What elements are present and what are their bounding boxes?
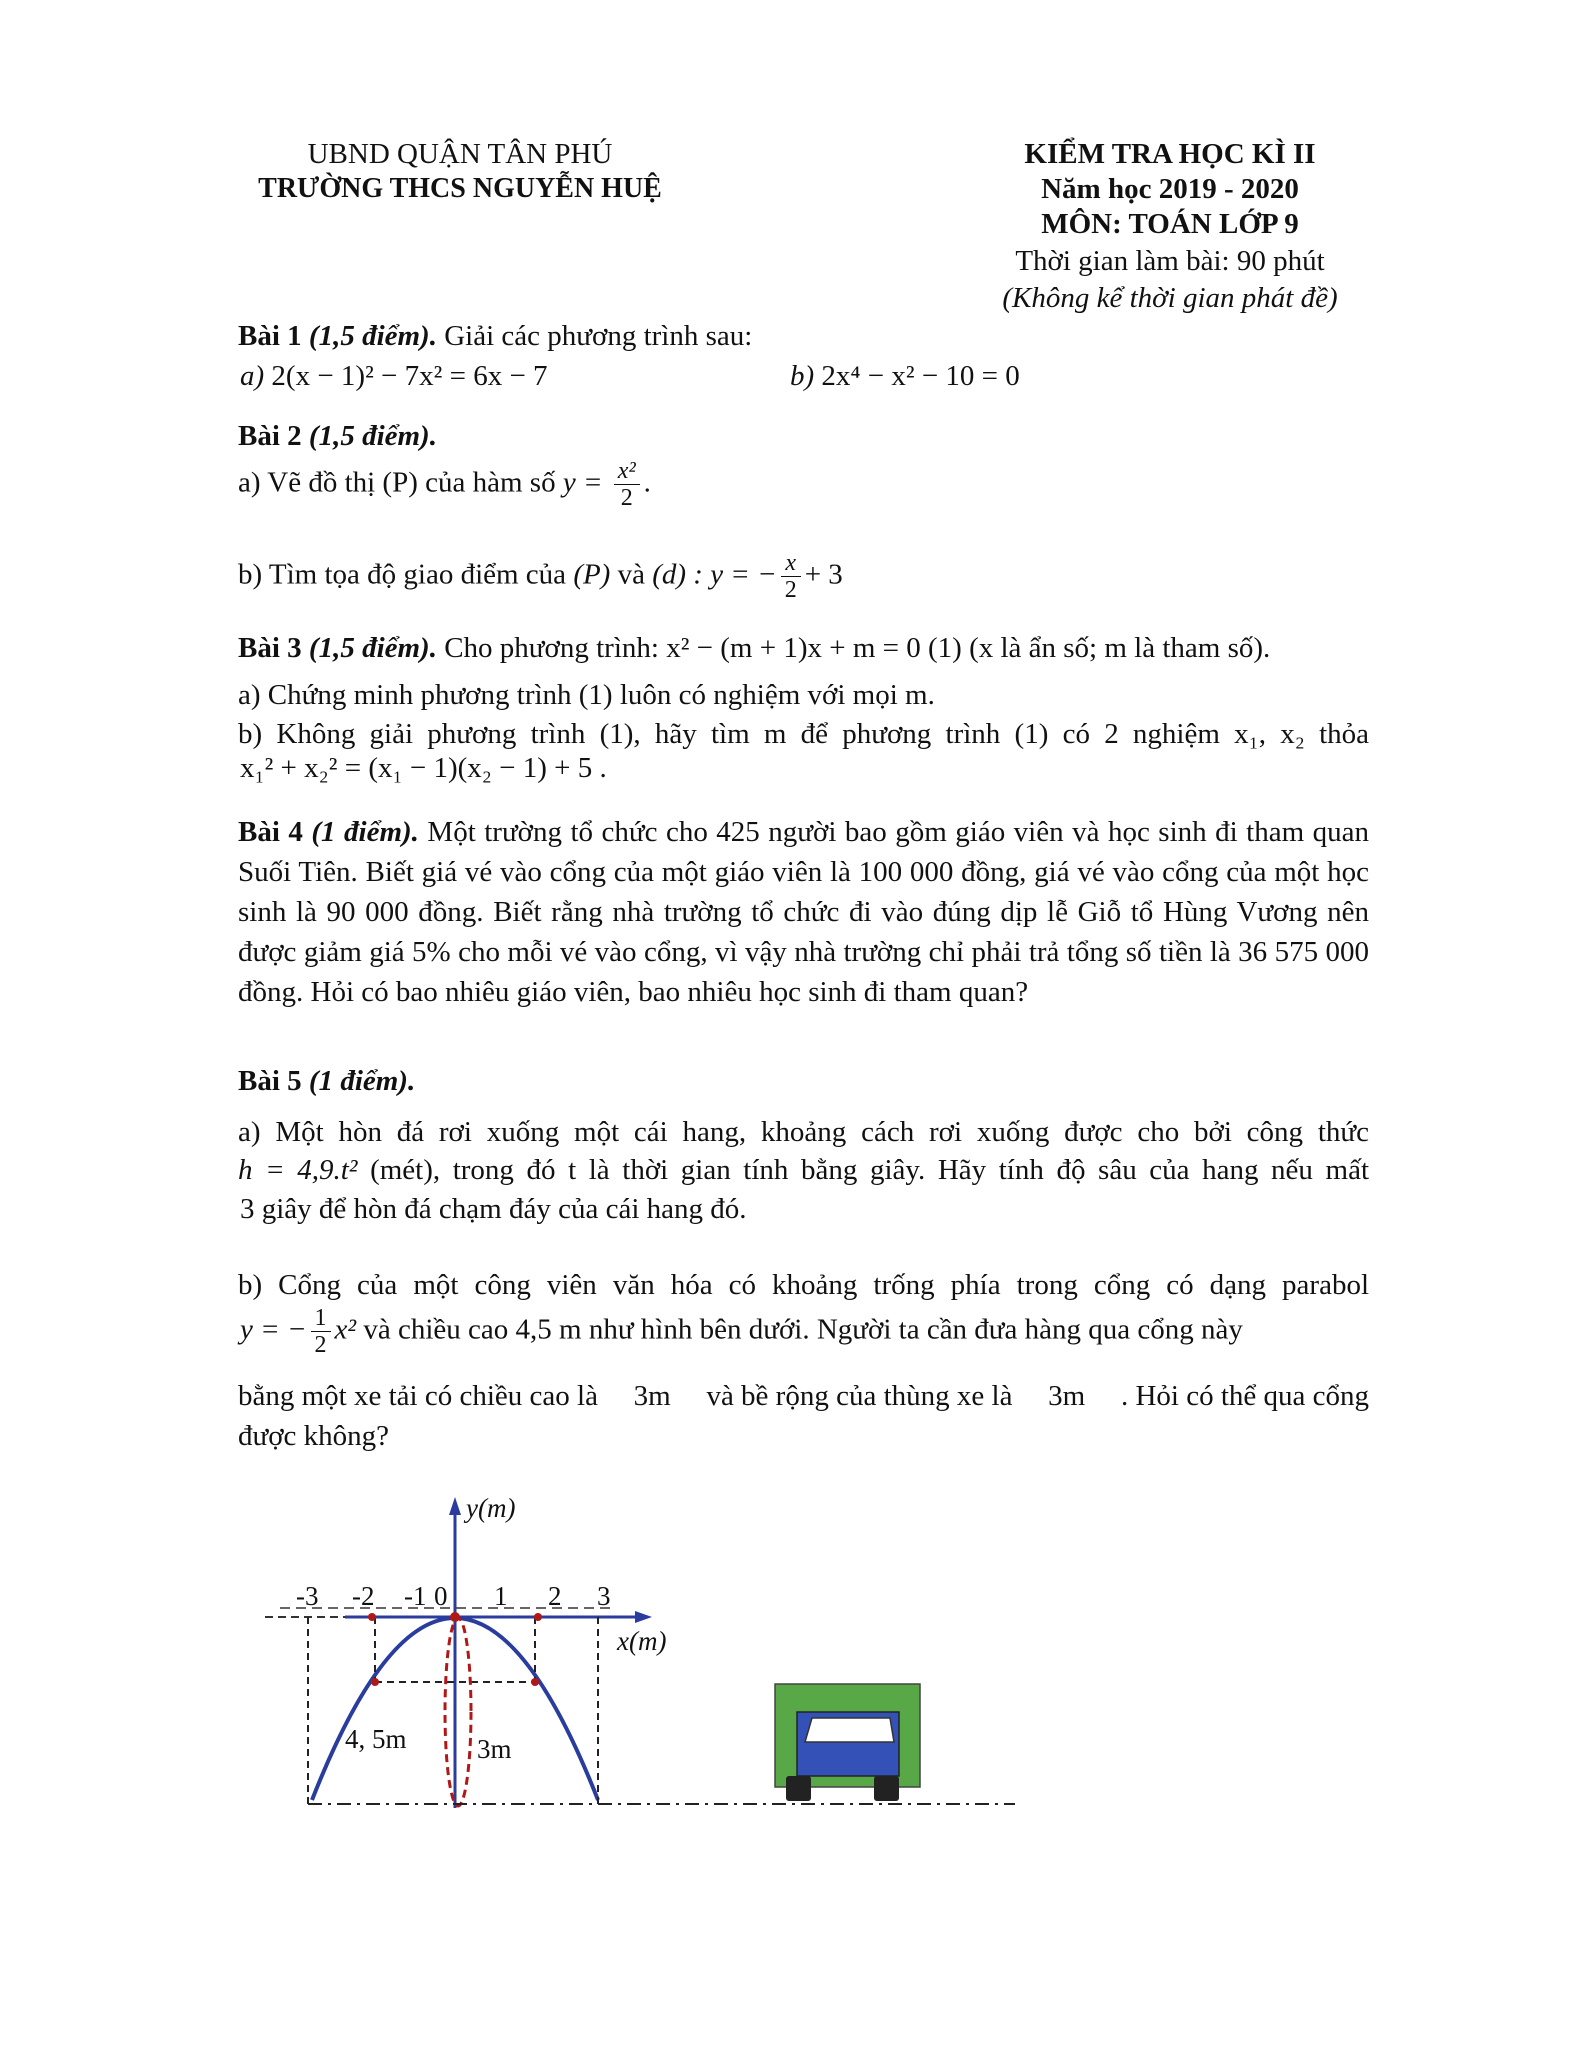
bai2-a-text: a) Vẽ đồ thị (P) của hàm số [238, 466, 556, 499]
tick-label-minus2: -2 [352, 1581, 375, 1611]
bai4-points: (1 điểm). [311, 816, 419, 848]
school-name: TRƯỜNG THCS NGUYỄN HUỆ [258, 173, 662, 204]
tick-label-1: 1 [494, 1581, 508, 1611]
bai5-a-text2: (mét), trong đó t là thời gian tính bằng giây. Hãy tính độ sâu của hang nếu mất [357, 1154, 1370, 1186]
bai5-b-xsq: x² [334, 1313, 357, 1346]
gate-height-label: 4, 5m [345, 1724, 407, 1754]
bai2-b-parabola: (P) [573, 558, 611, 591]
y-axis-label: y(m) [466, 1493, 516, 1523]
bai2-points: (1,5 điểm). [308, 420, 437, 452]
truck-window [805, 1718, 894, 1742]
bai4-text: Một trường tổ chức cho 425 người bao gồm giáo viên và học sinh đi tham quan Suối Tiên. Biết giá vé vào cổng của một giáo viên là 100 000 đồng, giá vé vào cổng của một học sinh là 90 000 đồng. Biết rằng nhà trường tổ chức đi vào đúng dịp lễ Giỗ tổ Hùng Vương nên được giảm giá 5% cho mỗi vé vào cổng, vì vậy nhà trường chỉ phải trả tổng số tiền là 36 575 000 đồng. Hỏi có bao nhiêu giáo viên, bao nhiêu học sinh đi tham quan? [238, 816, 1370, 1008]
bai5-b-line3-mid: và bề rộng của thùng xe là [706, 1380, 1013, 1412]
point-right-top [531, 1678, 539, 1686]
bai5-b-height: 4,5 m [515, 1313, 582, 1346]
tick-label-minus3: -3 [296, 1581, 319, 1611]
bai3-equation: x² − (m + 1)x + m = 0 [666, 632, 921, 664]
bai3-b: b) Không giải phương trình (1), hãy tìm m để phương trình (1) có 2 nghiệm x₁, x₂ thỏa [238, 718, 1369, 750]
truck-drawing [775, 1684, 920, 1801]
bai2-a-numerator: x² [614, 458, 640, 485]
height-marker-ellipse [445, 1618, 471, 1806]
bai1-b-label: b) [790, 360, 815, 392]
time-note: (Không kể thời gian phát đề) [1002, 282, 1338, 314]
bai1-a-label: a) [240, 360, 265, 392]
x-axis-label: x(m) [617, 1626, 667, 1656]
tick-label-0: 0 [434, 1581, 448, 1611]
bai5-b-text2: và chiều cao [356, 1313, 509, 1346]
bai2-b-text: b) Tìm tọa độ giao điểm của [238, 558, 567, 591]
bai2-title: Bài 2 [238, 420, 302, 452]
x-axis-arrow [635, 1611, 652, 1623]
bai5-b-line4: được không? [238, 1420, 390, 1452]
bai2-b-and: và [617, 558, 645, 591]
subject: MÔN: TOÁN LỚP 9 [1041, 208, 1299, 240]
bai3-text: Cho phương trình: [436, 632, 659, 664]
bai1-points: (1,5 điểm). [308, 320, 437, 352]
bai3-equation-note: (1) (x là ẩn số; m là tham số). [920, 632, 1271, 664]
bai5-a-line3: 3 giây để hòn đá chạm đáy của cái hang đó. [240, 1193, 747, 1225]
bai3-points: (1,5 điểm). [308, 632, 437, 664]
bai5-b-text3: như hình bên dưới. Người ta cần đưa hàng qua cổng này [581, 1313, 1243, 1346]
tick-label-3: 3 [597, 1581, 611, 1611]
bai2-a-lhs: y = [562, 466, 603, 499]
point-left-top [371, 1678, 379, 1686]
bai2-b-line: (d) : y = − [652, 558, 777, 591]
bai5-points: (1 điểm). [308, 1065, 416, 1097]
bai2-b-numerator: x [781, 550, 801, 577]
school-year: Năm học 2019 - 2020 [1041, 173, 1299, 205]
bai1-title: Bài 1 [238, 320, 302, 352]
bai1-b-equation: 2x⁴ − x² − 10 = 0 [821, 360, 1020, 392]
bai5-b-truck-height: 3m [633, 1380, 671, 1412]
bai3-title: Bài 3 [238, 632, 302, 664]
bai5-b-numerator: 1 [311, 1305, 331, 1332]
bai5-b-line3-end: . Hỏi có thể qua cổng [1120, 1380, 1369, 1412]
bai5-b-truck-width: 3m [1048, 1380, 1086, 1412]
bai5-b-lhs: y = − [240, 1313, 307, 1346]
bai2-a-denominator: 2 [620, 485, 633, 512]
tick-label-minus1: -1 [404, 1581, 427, 1611]
bai5-b-denominator: 2 [314, 1332, 327, 1359]
truck-wheel-left [786, 1776, 811, 1801]
bai5-b-line1: b) Cổng của một công viên văn hóa có khoảng trống phía trong cổng có dạng parabol [238, 1269, 1369, 1301]
bai4-title: Bài 4 [238, 816, 303, 848]
y-axis-arrow [449, 1497, 461, 1515]
bai3-b-condition: x₁² + x₂² = (x₁ − 1)(x₂ − 1) + 5 . [240, 752, 607, 784]
bai1-text: Giải các phương trình sau: [436, 320, 753, 352]
bai5-title: Bài 5 [238, 1065, 302, 1097]
exam-title: KIỂM TRA HỌC KÌ II [1024, 138, 1316, 170]
point-plus2 [534, 1613, 542, 1621]
time-limit: Thời gian làm bài: 90 phút [1015, 245, 1325, 277]
point-minus2 [368, 1613, 376, 1621]
bai2-a: a) Vẽ đồ thị (P) của hàm số y = $\frac{\text{x²}}{2}$ . [238, 458, 651, 512]
bai1-a-equation: 2(x − 1)² − 7x² = 6x − 7 [271, 360, 548, 392]
bai2-b-denominator: 2 [784, 577, 797, 604]
bai5-a-line1: a) Một hòn đá rơi xuống một cái hang, khoảng cách rơi xuống được cho bởi công thức [238, 1116, 1369, 1148]
bai5-a-formula: h = 4,9.t² [238, 1154, 358, 1186]
bai3-a: a) Chứng minh phương trình (1) luôn có nghiệm với mọi m. [238, 679, 935, 711]
tick-label-2: 2 [548, 1581, 562, 1611]
truck-wheel-right [874, 1776, 899, 1801]
bai5-b-line3-pre: bằng một xe tải có chiều cao là [238, 1380, 598, 1412]
bai2-b-tail: + 3 [804, 558, 843, 591]
district-name: UBND QUẬN TÂN PHÚ [307, 138, 613, 170]
truck-height-label: 3m [477, 1734, 512, 1764]
